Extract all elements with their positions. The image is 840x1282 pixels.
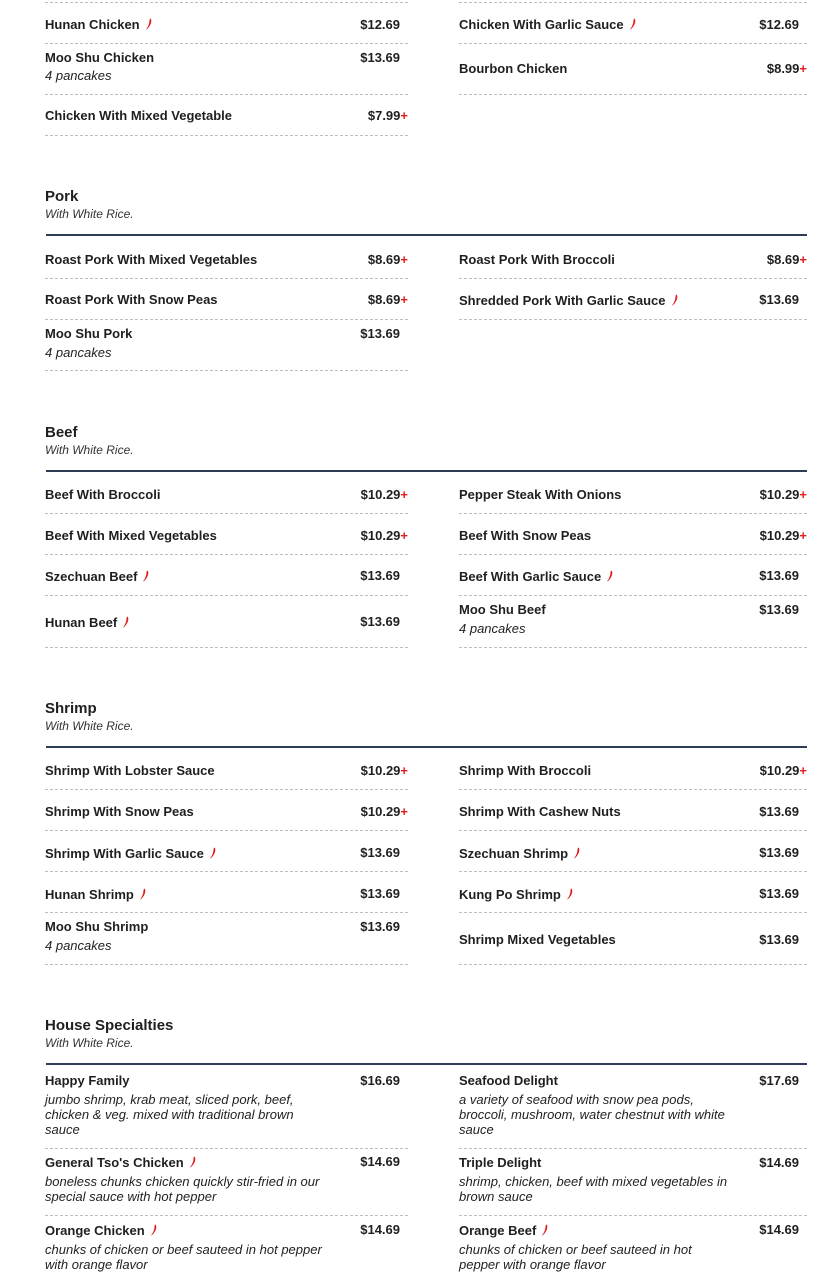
item-price: $12.69 xyxy=(759,17,799,32)
beef-section xyxy=(45,424,807,654)
item-description: a variety of seafood with snow pea pods, broccoli, mushroom, water chestnut with white sauce xyxy=(459,1092,725,1137)
item-price: $13.69 xyxy=(360,886,400,901)
menu-item[interactable] xyxy=(45,596,408,648)
item-price: $13.69 xyxy=(759,804,799,819)
item-price: $12.69 xyxy=(360,17,400,32)
add-option-plus[interactable]: + xyxy=(400,528,408,543)
item-name: Shrimp With Lobster Sauce xyxy=(45,763,215,778)
menu-item[interactable] xyxy=(45,1149,408,1216)
item-price: $13.69 xyxy=(360,614,400,629)
chili-pepper-icon xyxy=(606,570,614,582)
menu-item[interactable] xyxy=(45,831,408,872)
item-price: $13.69 xyxy=(360,326,400,341)
item-price: $8.69+ xyxy=(367,252,408,267)
item-description: chunks of chicken or beef sauteed in hot pepper with orange flavor xyxy=(45,1242,322,1272)
menu-item[interactable] xyxy=(459,1216,807,1282)
menu-item[interactable] xyxy=(45,749,408,790)
item-name: Orange Beef xyxy=(459,1223,537,1238)
add-option-plus[interactable]: + xyxy=(400,292,408,307)
item-description: 4 pancakes xyxy=(459,621,526,636)
item-name: Moo Shu Pork xyxy=(45,326,133,341)
chili-pepper-icon xyxy=(150,1224,158,1236)
item-name: Szechuan Shrimp xyxy=(459,846,569,861)
add-option-plus[interactable]: + xyxy=(799,528,807,543)
chili-pepper-icon xyxy=(566,888,574,900)
item-description: chunks of chicken or beef sauteed in hot pepper with orange flavor xyxy=(459,1242,692,1272)
item-price: $10.29+ xyxy=(360,763,408,778)
item-name: Shrimp With Cashew Nuts xyxy=(459,804,621,819)
item-price: $13.69 xyxy=(759,292,799,307)
menu-item[interactable] xyxy=(459,43,807,95)
chili-pepper-icon xyxy=(189,1156,197,1168)
section-divider xyxy=(46,470,807,472)
item-description: jumbo shrimp, krab meat, sliced pork, beef, chicken & veg. mixed with traditional brown sauce xyxy=(45,1092,294,1137)
chili-pepper-icon xyxy=(209,847,217,859)
section-divider xyxy=(46,234,807,236)
item-name: Beef With Snow Peas xyxy=(459,528,592,543)
section-subtitle: With White Rice. xyxy=(45,1036,134,1050)
pork-section xyxy=(45,188,807,378)
menu-item[interactable] xyxy=(45,1066,408,1149)
add-option-plus[interactable]: + xyxy=(799,487,807,502)
item-price: $17.69 xyxy=(759,1073,799,1088)
item-name: Kung Po Shrimp xyxy=(459,887,561,902)
item-description: boneless chunks chicken quickly stir-fried in our special sauce with hot pepper xyxy=(45,1174,320,1204)
chili-pepper-icon xyxy=(122,616,130,628)
add-option-plus[interactable]: + xyxy=(400,252,408,267)
item-name: Chicken With Garlic Sauce xyxy=(459,17,624,32)
item-price: $14.69 xyxy=(759,1222,799,1237)
menu-item[interactable] xyxy=(459,1149,807,1216)
item-name: Beef With Mixed Vegetables xyxy=(45,528,217,543)
item-price: $10.29+ xyxy=(360,804,408,819)
item-name: Shrimp With Garlic Sauce xyxy=(45,846,204,861)
item-price: $13.69 xyxy=(759,932,799,947)
menu-item[interactable] xyxy=(45,320,408,371)
item-price: $14.69 xyxy=(759,1155,799,1170)
item-price: $13.69 xyxy=(360,919,400,934)
add-option-plus[interactable]: + xyxy=(400,487,408,502)
item-description: shrimp, chicken, beef with mixed vegetables in brown sauce xyxy=(459,1174,728,1204)
item-price: $7.99+ xyxy=(367,108,408,123)
item-name: Orange Chicken xyxy=(45,1223,145,1238)
section-title: Beef xyxy=(45,424,78,441)
item-name: Roast Pork With Mixed Vegetables xyxy=(45,252,258,267)
item-price: $13.69 xyxy=(759,886,799,901)
add-option-plus[interactable]: + xyxy=(799,252,807,267)
item-price: $14.69 xyxy=(360,1154,400,1169)
menu-item[interactable] xyxy=(45,473,408,514)
item-name: Moo Shu Chicken xyxy=(45,50,155,65)
item-name: Pepper Steak With Onions xyxy=(459,487,622,502)
item-price: $13.69 xyxy=(360,845,400,860)
item-name: Triple Delight xyxy=(459,1155,542,1170)
chili-pepper-icon xyxy=(671,294,679,306)
menu-item[interactable] xyxy=(459,279,807,320)
menu-item[interactable] xyxy=(459,872,807,913)
item-name: Hunan Chicken xyxy=(45,17,140,32)
chili-pepper-icon xyxy=(629,18,637,30)
item-name: Chicken With Mixed Vegetable xyxy=(45,108,232,123)
menu-item[interactable] xyxy=(459,749,807,790)
menu-item[interactable] xyxy=(459,2,807,44)
shrimp-section xyxy=(45,700,807,970)
item-name: Roast Pork With Broccoli xyxy=(459,252,615,267)
house-specialties-section xyxy=(45,1017,807,1282)
menu-item[interactable] xyxy=(459,555,807,596)
menu-item[interactable] xyxy=(45,238,408,279)
menu-item[interactable] xyxy=(45,43,408,95)
menu-item[interactable] xyxy=(459,790,807,831)
section-title: Pork xyxy=(45,188,79,205)
item-name: Szechuan Beef xyxy=(45,569,138,584)
menu-item[interactable] xyxy=(45,1216,408,1282)
menu-item[interactable] xyxy=(45,279,408,320)
item-price: $10.29+ xyxy=(759,487,807,502)
item-name: Hunan Beef xyxy=(45,615,118,630)
item-price: $13.69 xyxy=(759,602,799,617)
section-subtitle: With White Rice. xyxy=(45,719,134,733)
section-divider xyxy=(46,746,807,748)
section-subtitle: With White Rice. xyxy=(45,207,134,221)
item-description: 4 pancakes xyxy=(45,68,112,83)
menu-item[interactable] xyxy=(45,913,408,965)
item-description: 4 pancakes xyxy=(45,345,112,360)
item-name: General Tso's Chicken xyxy=(45,1155,184,1170)
item-name: Beef With Garlic Sauce xyxy=(459,569,602,584)
item-price: $13.69 xyxy=(360,50,400,65)
menu-item[interactable] xyxy=(459,913,807,965)
chili-pepper-icon xyxy=(541,1224,549,1236)
chili-pepper-icon xyxy=(142,570,150,582)
item-name: Bourbon Chicken xyxy=(459,61,568,76)
section-subtitle: With White Rice. xyxy=(45,443,134,457)
menu-item[interactable] xyxy=(45,514,408,555)
item-name: Shredded Pork With Garlic Sauce xyxy=(459,293,666,308)
item-description: 4 pancakes xyxy=(45,938,112,953)
menu-item[interactable] xyxy=(45,872,408,913)
item-price: $8.69+ xyxy=(367,292,408,307)
chicken-section xyxy=(45,0,807,140)
item-price: $13.69 xyxy=(759,845,799,860)
item-price: $16.69 xyxy=(360,1073,400,1088)
section-title: House Specialties xyxy=(45,1017,174,1034)
menu-item[interactable] xyxy=(45,2,408,44)
item-name: Shrimp Mixed Vegetables xyxy=(459,932,616,947)
chili-pepper-icon xyxy=(573,847,581,859)
menu-item[interactable] xyxy=(45,790,408,831)
menu-item[interactable] xyxy=(459,514,807,555)
section-title: Shrimp xyxy=(45,700,97,717)
section-divider xyxy=(46,1063,807,1065)
item-price: $14.69 xyxy=(360,1222,400,1237)
menu-item[interactable] xyxy=(45,95,408,136)
item-name: Moo Shu Shrimp xyxy=(45,919,149,934)
add-option-plus[interactable]: + xyxy=(799,763,807,778)
chili-pepper-icon xyxy=(145,18,153,30)
menu-item[interactable] xyxy=(459,1066,807,1149)
menu-item[interactable] xyxy=(45,555,408,596)
item-price: $8.69+ xyxy=(766,252,807,267)
item-price: $10.29+ xyxy=(759,528,807,543)
menu-item[interactable] xyxy=(459,238,807,279)
menu-item[interactable] xyxy=(459,473,807,514)
add-option-plus[interactable]: + xyxy=(400,763,408,778)
item-name: Roast Pork With Snow Peas xyxy=(45,292,218,307)
add-option-plus[interactable]: + xyxy=(400,804,408,819)
item-name: Happy Family xyxy=(45,1073,130,1088)
add-option-plus[interactable]: + xyxy=(799,61,807,76)
item-price: $10.29+ xyxy=(759,763,807,778)
item-name: Shrimp With Snow Peas xyxy=(45,804,194,819)
item-price: $8.99+ xyxy=(766,61,807,76)
menu-item[interactable] xyxy=(459,596,807,648)
item-price: $10.29+ xyxy=(360,528,408,543)
item-price: $10.29+ xyxy=(360,487,408,502)
item-price: $13.69 xyxy=(759,568,799,583)
add-option-plus[interactable]: + xyxy=(400,108,408,123)
menu-item[interactable] xyxy=(459,831,807,872)
item-name: Beef With Broccoli xyxy=(45,487,161,502)
chili-pepper-icon xyxy=(139,888,147,900)
item-name: Hunan Shrimp xyxy=(45,887,134,902)
item-name: Seafood Delight xyxy=(459,1073,558,1088)
item-name: Moo Shu Beef xyxy=(459,602,546,617)
item-name: Shrimp With Broccoli xyxy=(459,763,592,778)
item-price: $13.69 xyxy=(360,568,400,583)
